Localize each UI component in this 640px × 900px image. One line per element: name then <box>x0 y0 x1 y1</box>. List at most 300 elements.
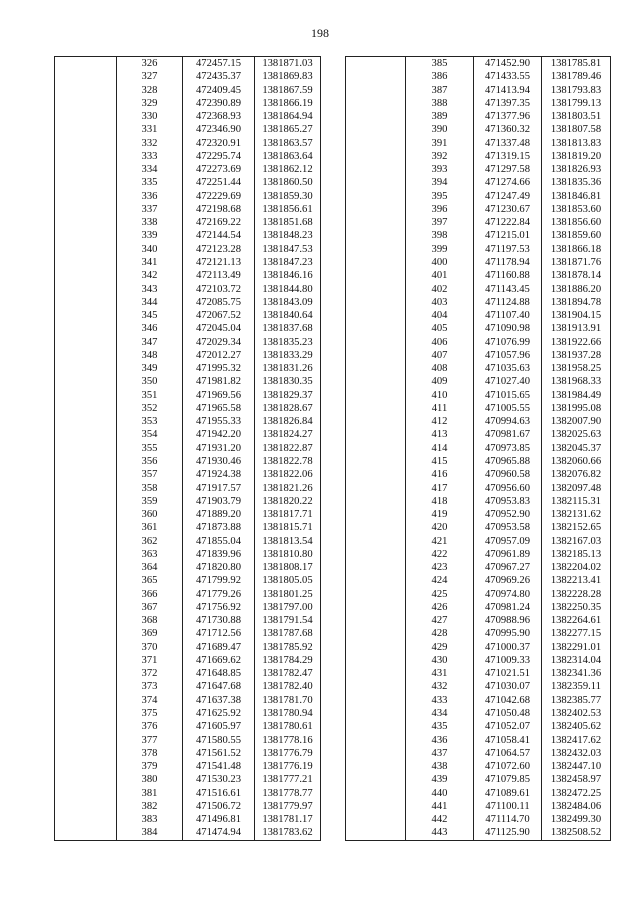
table-row <box>346 84 611 97</box>
point-number-cell: 440 <box>406 787 474 800</box>
table-row <box>346 707 611 720</box>
blank-cell <box>55 588 117 601</box>
blank-cell <box>55 322 117 335</box>
blank-cell <box>55 309 117 322</box>
blank-cell <box>55 57 117 71</box>
y-coordinate-cell: 1381863.57 <box>255 137 321 150</box>
x-coordinate-cell: 472045.04 <box>183 322 255 335</box>
x-coordinate-cell: 471516.61 <box>183 787 255 800</box>
blank-cell <box>55 614 117 627</box>
y-coordinate-cell: 1382405.62 <box>542 720 611 733</box>
point-number-cell: 355 <box>117 442 183 455</box>
point-number-cell: 363 <box>117 548 183 561</box>
point-number-cell: 433 <box>406 694 474 707</box>
table-row <box>346 163 611 176</box>
y-coordinate-cell: 1381785.81 <box>542 57 611 71</box>
x-coordinate-cell: 471009.33 <box>474 654 542 667</box>
coordinates-table-left-body <box>55 57 321 841</box>
blank-cell <box>346 375 406 388</box>
point-number-cell: 397 <box>406 216 474 229</box>
blank-cell <box>55 70 117 83</box>
x-coordinate-cell: 471090.98 <box>474 322 542 335</box>
point-number-cell: 376 <box>117 720 183 733</box>
table-row <box>346 667 611 680</box>
table-row <box>55 229 321 242</box>
x-coordinate-cell: 471297.58 <box>474 163 542 176</box>
y-coordinate-cell: 1381815.71 <box>255 521 321 534</box>
point-number-cell: 359 <box>117 495 183 508</box>
y-coordinate-cell: 1382341.36 <box>542 667 611 680</box>
table-row <box>55 482 321 495</box>
blank-cell <box>346 773 406 786</box>
table-row <box>346 521 611 534</box>
y-coordinate-cell: 1382185.13 <box>542 548 611 561</box>
x-coordinate-cell: 471030.07 <box>474 680 542 693</box>
blank-cell <box>55 269 117 282</box>
x-coordinate-cell: 471924.38 <box>183 468 255 481</box>
point-number-cell: 380 <box>117 773 183 786</box>
point-number-cell: 409 <box>406 375 474 388</box>
point-number-cell: 387 <box>406 84 474 97</box>
y-coordinate-cell: 1381793.83 <box>542 84 611 97</box>
x-coordinate-cell: 471319.15 <box>474 150 542 163</box>
point-number-cell: 437 <box>406 747 474 760</box>
point-number-cell: 343 <box>117 283 183 296</box>
table-row <box>55 468 321 481</box>
blank-cell <box>55 296 117 309</box>
blank-cell <box>55 362 117 375</box>
point-number-cell: 393 <box>406 163 474 176</box>
point-number-cell: 358 <box>117 482 183 495</box>
y-coordinate-cell: 1381808.17 <box>255 561 321 574</box>
point-number-cell: 405 <box>406 322 474 335</box>
point-number-cell: 345 <box>117 309 183 322</box>
table-row <box>346 455 611 468</box>
table-row <box>346 787 611 800</box>
table-row <box>55 163 321 176</box>
y-coordinate-cell: 1381847.53 <box>255 243 321 256</box>
point-number-cell: 416 <box>406 468 474 481</box>
table-row <box>55 548 321 561</box>
y-coordinate-cell: 1382097.48 <box>542 482 611 495</box>
point-number-cell: 398 <box>406 229 474 242</box>
blank-cell <box>346 654 406 667</box>
x-coordinate-cell: 470994.63 <box>474 415 542 428</box>
blank-cell <box>346 176 406 189</box>
point-number-cell: 373 <box>117 680 183 693</box>
x-coordinate-cell: 471730.88 <box>183 614 255 627</box>
x-coordinate-cell: 472295.74 <box>183 150 255 163</box>
point-number-cell: 369 <box>117 627 183 640</box>
x-coordinate-cell: 471143.45 <box>474 283 542 296</box>
table-row <box>346 375 611 388</box>
table-row <box>346 747 611 760</box>
table-row <box>55 588 321 601</box>
y-coordinate-cell: 1381782.40 <box>255 680 321 693</box>
point-number-cell: 384 <box>117 826 183 840</box>
point-number-cell: 424 <box>406 574 474 587</box>
y-coordinate-cell: 1381801.25 <box>255 588 321 601</box>
table-row <box>55 322 321 335</box>
y-coordinate-cell: 1381791.54 <box>255 614 321 627</box>
blank-cell <box>346 561 406 574</box>
x-coordinate-cell: 472251.44 <box>183 176 255 189</box>
y-coordinate-cell: 1381780.94 <box>255 707 321 720</box>
x-coordinate-cell: 471057.96 <box>474 349 542 362</box>
y-coordinate-cell: 1381864.94 <box>255 110 321 123</box>
x-coordinate-cell: 472229.69 <box>183 190 255 203</box>
y-coordinate-cell: 1381968.33 <box>542 375 611 388</box>
point-number-cell: 377 <box>117 734 183 747</box>
y-coordinate-cell: 1381781.17 <box>255 813 321 826</box>
point-number-cell: 344 <box>117 296 183 309</box>
blank-cell <box>55 336 117 349</box>
y-coordinate-cell: 1381846.81 <box>542 190 611 203</box>
x-coordinate-cell: 471625.92 <box>183 707 255 720</box>
table-row <box>346 760 611 773</box>
x-coordinate-cell: 471107.40 <box>474 309 542 322</box>
table-row <box>55 190 321 203</box>
point-number-cell: 439 <box>406 773 474 786</box>
table-row <box>346 495 611 508</box>
table-row <box>346 137 611 150</box>
x-coordinate-cell: 471027.40 <box>474 375 542 388</box>
point-number-cell: 356 <box>117 455 183 468</box>
table-row <box>346 322 611 335</box>
x-coordinate-cell: 472435.37 <box>183 70 255 83</box>
blank-cell <box>55 787 117 800</box>
x-coordinate-cell: 470953.58 <box>474 521 542 534</box>
x-coordinate-cell: 472113.49 <box>183 269 255 282</box>
y-coordinate-cell: 1381958.25 <box>542 362 611 375</box>
blank-cell <box>346 256 406 269</box>
x-coordinate-cell: 471337.48 <box>474 137 542 150</box>
blank-cell <box>55 123 117 136</box>
x-coordinate-cell: 471058.41 <box>474 734 542 747</box>
y-coordinate-cell: 1381810.80 <box>255 548 321 561</box>
y-coordinate-cell: 1381783.62 <box>255 826 321 840</box>
blank-cell <box>55 163 117 176</box>
blank-cell <box>346 190 406 203</box>
point-number-cell: 419 <box>406 508 474 521</box>
y-coordinate-cell: 1381848.23 <box>255 229 321 242</box>
blank-cell <box>55 826 117 840</box>
y-coordinate-cell: 1381847.23 <box>255 256 321 269</box>
point-number-cell: 414 <box>406 442 474 455</box>
table-row <box>346 548 611 561</box>
point-number-cell: 336 <box>117 190 183 203</box>
blank-cell <box>346 203 406 216</box>
point-number-cell: 328 <box>117 84 183 97</box>
x-coordinate-cell: 471756.92 <box>183 601 255 614</box>
x-coordinate-cell: 472123.28 <box>183 243 255 256</box>
x-coordinate-cell: 470981.24 <box>474 601 542 614</box>
table-row <box>346 720 611 733</box>
x-coordinate-cell: 471230.67 <box>474 203 542 216</box>
point-number-cell: 348 <box>117 349 183 362</box>
point-number-cell: 346 <box>117 322 183 335</box>
point-number-cell: 386 <box>406 70 474 83</box>
table-row <box>346 627 611 640</box>
blank-cell <box>55 601 117 614</box>
point-number-cell: 418 <box>406 495 474 508</box>
table-row <box>346 468 611 481</box>
point-number-cell: 332 <box>117 137 183 150</box>
blank-cell <box>346 787 406 800</box>
point-number-cell: 423 <box>406 561 474 574</box>
x-coordinate-cell: 471413.94 <box>474 84 542 97</box>
point-number-cell: 443 <box>406 826 474 840</box>
x-coordinate-cell: 471160.88 <box>474 269 542 282</box>
x-coordinate-cell: 471377.96 <box>474 110 542 123</box>
point-number-cell: 436 <box>406 734 474 747</box>
x-coordinate-cell: 471965.58 <box>183 402 255 415</box>
point-number-cell: 394 <box>406 176 474 189</box>
point-number-cell: 339 <box>117 229 183 242</box>
table-row <box>55 110 321 123</box>
y-coordinate-cell: 1381780.61 <box>255 720 321 733</box>
blank-cell <box>55 468 117 481</box>
point-number-cell: 383 <box>117 813 183 826</box>
coordinates-table-right <box>345 56 611 841</box>
table-row <box>55 256 321 269</box>
point-number-cell: 400 <box>406 256 474 269</box>
blank-cell <box>55 680 117 693</box>
table-row <box>346 296 611 309</box>
y-coordinate-cell: 1381859.30 <box>255 190 321 203</box>
blank-cell <box>346 229 406 242</box>
x-coordinate-cell: 471222.84 <box>474 216 542 229</box>
point-number-cell: 422 <box>406 548 474 561</box>
x-coordinate-cell: 470961.89 <box>474 548 542 561</box>
x-coordinate-cell: 472103.72 <box>183 283 255 296</box>
table-row <box>346 283 611 296</box>
table-row <box>55 309 321 322</box>
y-coordinate-cell: 1381913.91 <box>542 322 611 335</box>
point-number-cell: 340 <box>117 243 183 256</box>
y-coordinate-cell: 1382228.28 <box>542 588 611 601</box>
point-number-cell: 438 <box>406 760 474 773</box>
table-row <box>55 362 321 375</box>
point-number-cell: 406 <box>406 336 474 349</box>
blank-cell <box>346 521 406 534</box>
y-coordinate-cell: 1382432.03 <box>542 747 611 760</box>
point-number-cell: 371 <box>117 654 183 667</box>
x-coordinate-cell: 471530.23 <box>183 773 255 786</box>
table-row <box>346 256 611 269</box>
x-coordinate-cell: 471955.33 <box>183 415 255 428</box>
x-coordinate-cell: 471072.60 <box>474 760 542 773</box>
x-coordinate-cell: 471474.94 <box>183 826 255 840</box>
point-number-cell: 428 <box>406 627 474 640</box>
blank-cell <box>55 150 117 163</box>
blank-cell <box>55 561 117 574</box>
table-row <box>55 667 321 680</box>
x-coordinate-cell: 470974.80 <box>474 588 542 601</box>
blank-cell <box>55 508 117 521</box>
x-coordinate-cell: 471605.97 <box>183 720 255 733</box>
blank-cell <box>55 548 117 561</box>
point-number-cell: 327 <box>117 70 183 83</box>
point-number-cell: 374 <box>117 694 183 707</box>
blank-cell <box>55 203 117 216</box>
x-coordinate-cell: 471247.49 <box>474 190 542 203</box>
table-row <box>346 150 611 163</box>
x-coordinate-cell: 471799.92 <box>183 574 255 587</box>
x-coordinate-cell: 471052.07 <box>474 720 542 733</box>
blank-cell <box>55 349 117 362</box>
point-number-cell: 392 <box>406 150 474 163</box>
x-coordinate-cell: 472067.52 <box>183 309 255 322</box>
point-number-cell: 372 <box>117 667 183 680</box>
blank-cell <box>346 455 406 468</box>
y-coordinate-cell: 1381778.16 <box>255 734 321 747</box>
table-row <box>346 428 611 441</box>
x-coordinate-cell: 471712.56 <box>183 627 255 640</box>
y-coordinate-cell: 1381829.37 <box>255 389 321 402</box>
table-row <box>346 680 611 693</box>
y-coordinate-cell: 1381937.28 <box>542 349 611 362</box>
x-coordinate-cell: 472029.34 <box>183 336 255 349</box>
table-row <box>55 495 321 508</box>
table-row <box>55 574 321 587</box>
x-coordinate-cell: 471000.37 <box>474 641 542 654</box>
point-number-cell: 352 <box>117 402 183 415</box>
blank-cell <box>55 455 117 468</box>
blank-cell <box>346 97 406 110</box>
y-coordinate-cell: 1381835.23 <box>255 336 321 349</box>
table-row <box>346 826 611 840</box>
blank-cell <box>55 415 117 428</box>
y-coordinate-cell: 1381860.50 <box>255 176 321 189</box>
table-row <box>55 97 321 110</box>
x-coordinate-cell: 470957.09 <box>474 535 542 548</box>
x-coordinate-cell: 471839.96 <box>183 548 255 561</box>
coordinates-table-left <box>54 56 321 841</box>
blank-cell <box>346 707 406 720</box>
blank-cell <box>55 216 117 229</box>
table-row <box>55 641 321 654</box>
blank-cell <box>346 415 406 428</box>
y-coordinate-cell: 1382484.06 <box>542 800 611 813</box>
y-coordinate-cell: 1381835.36 <box>542 176 611 189</box>
table-row <box>346 389 611 402</box>
blank-cell <box>346 428 406 441</box>
table-row <box>55 176 321 189</box>
point-number-cell: 415 <box>406 455 474 468</box>
table-row <box>55 707 321 720</box>
point-number-cell: 417 <box>406 482 474 495</box>
blank-cell <box>346 694 406 707</box>
table-row <box>55 375 321 388</box>
blank-cell <box>346 309 406 322</box>
table-row <box>346 190 611 203</box>
y-coordinate-cell: 1381776.19 <box>255 760 321 773</box>
blank-cell <box>346 614 406 627</box>
blank-cell <box>346 548 406 561</box>
blank-cell <box>346 70 406 83</box>
y-coordinate-cell: 1382385.77 <box>542 694 611 707</box>
point-number-cell: 329 <box>117 97 183 110</box>
point-number-cell: 357 <box>117 468 183 481</box>
blank-cell <box>55 229 117 242</box>
y-coordinate-cell: 1381821.26 <box>255 482 321 495</box>
table-row <box>55 442 321 455</box>
table-row <box>55 747 321 760</box>
blank-cell <box>55 84 117 97</box>
y-coordinate-cell: 1381784.29 <box>255 654 321 667</box>
blank-cell <box>346 813 406 826</box>
blank-cell <box>55 535 117 548</box>
x-coordinate-cell: 471021.51 <box>474 667 542 680</box>
x-coordinate-cell: 471855.04 <box>183 535 255 548</box>
x-coordinate-cell: 471064.57 <box>474 747 542 760</box>
point-number-cell: 399 <box>406 243 474 256</box>
blank-cell <box>346 163 406 176</box>
y-coordinate-cell: 1381837.68 <box>255 322 321 335</box>
point-number-cell: 390 <box>406 123 474 136</box>
x-coordinate-cell: 470952.90 <box>474 508 542 521</box>
table-row <box>55 773 321 786</box>
y-coordinate-cell: 1381797.00 <box>255 601 321 614</box>
point-number-cell: 385 <box>406 57 474 71</box>
table-row <box>55 521 321 534</box>
table-row <box>346 535 611 548</box>
point-number-cell: 379 <box>117 760 183 773</box>
blank-cell <box>55 707 117 720</box>
blank-cell <box>55 190 117 203</box>
x-coordinate-cell: 471100.11 <box>474 800 542 813</box>
blank-cell <box>346 442 406 455</box>
table-row <box>55 654 321 667</box>
blank-cell <box>346 322 406 335</box>
x-coordinate-cell: 471035.63 <box>474 362 542 375</box>
x-coordinate-cell: 471124.88 <box>474 296 542 309</box>
blank-cell <box>346 123 406 136</box>
x-coordinate-cell: 472346.90 <box>183 123 255 136</box>
table-row <box>55 535 321 548</box>
y-coordinate-cell: 1381840.64 <box>255 309 321 322</box>
point-number-cell: 334 <box>117 163 183 176</box>
table-row <box>346 336 611 349</box>
y-coordinate-cell: 1381869.83 <box>255 70 321 83</box>
table-row <box>346 773 611 786</box>
x-coordinate-cell: 471274.66 <box>474 176 542 189</box>
point-number-cell: 411 <box>406 402 474 415</box>
point-number-cell: 408 <box>406 362 474 375</box>
point-number-cell: 401 <box>406 269 474 282</box>
point-number-cell: 431 <box>406 667 474 680</box>
x-coordinate-cell: 471580.55 <box>183 734 255 747</box>
table-row <box>55 57 321 71</box>
point-number-cell: 429 <box>406 641 474 654</box>
table-row <box>346 694 611 707</box>
y-coordinate-cell: 1381846.16 <box>255 269 321 282</box>
table-row <box>346 574 611 587</box>
x-coordinate-cell: 471042.68 <box>474 694 542 707</box>
blank-cell <box>55 667 117 680</box>
y-coordinate-cell: 1382314.04 <box>542 654 611 667</box>
x-coordinate-cell: 471969.56 <box>183 389 255 402</box>
blank-cell <box>55 521 117 534</box>
x-coordinate-cell: 470965.88 <box>474 455 542 468</box>
blank-cell <box>55 813 117 826</box>
table-row <box>346 176 611 189</box>
blank-cell <box>346 57 406 71</box>
blank-cell <box>346 601 406 614</box>
x-coordinate-cell: 471873.88 <box>183 521 255 534</box>
table-row <box>346 601 611 614</box>
